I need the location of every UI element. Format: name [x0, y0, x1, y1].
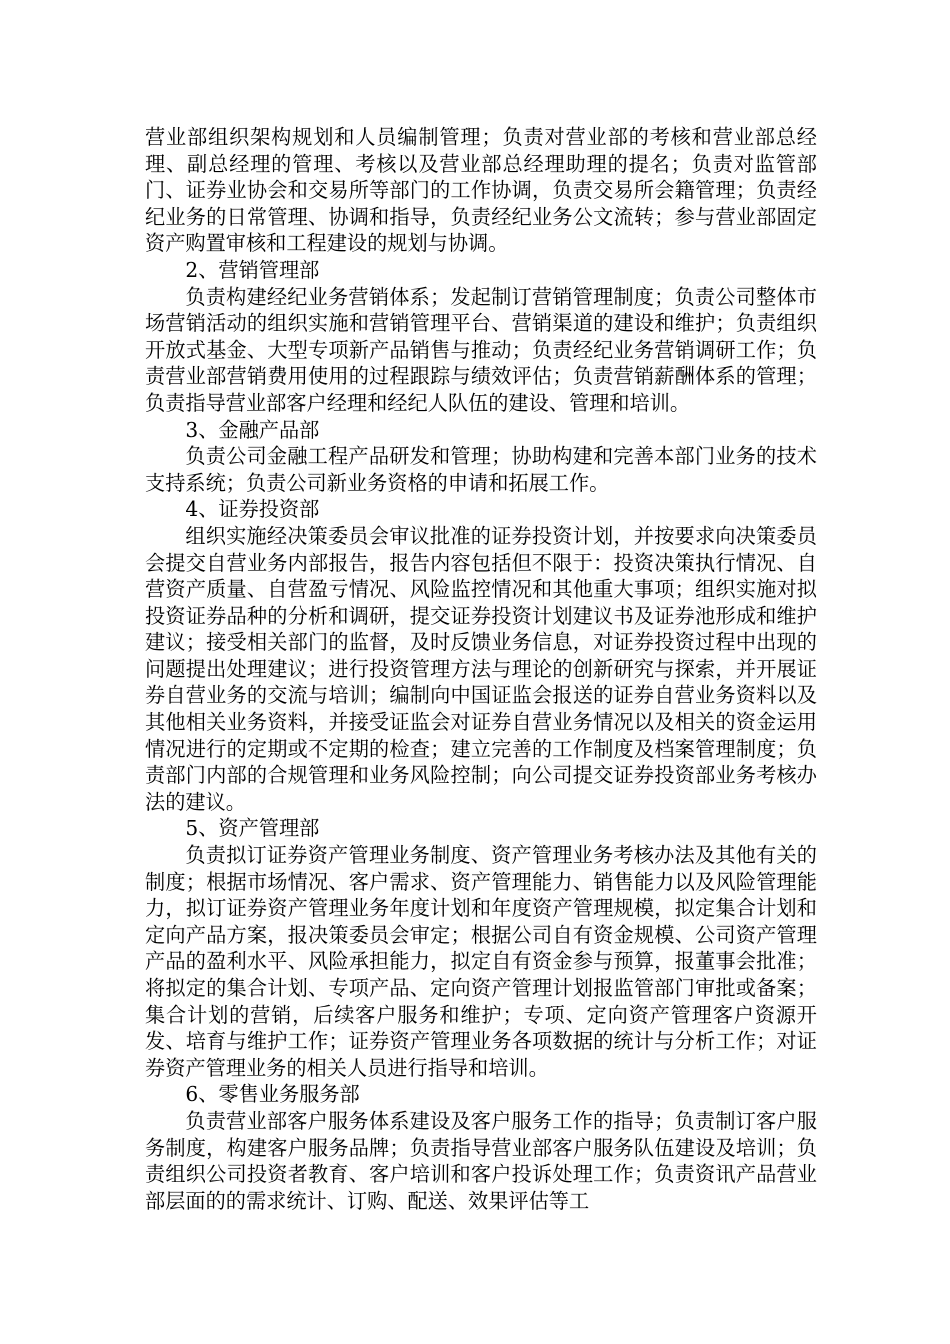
section-heading: 5、资产管理部 [185, 816, 320, 841]
section-body: 负责营业部客户服务体系建设及客户服务工作的指导；负责制订客户服务制度，构建客户服务品牌；负责指导营业部客户服务队伍建设及培训；负责组织公司投资者教育、客户培训和客户投诉处理工作；负责资讯产品营业部层面的的需求统计、订购、配送、效果评估等工 [145, 1108, 817, 1213]
section-body: 负责公司金融工程产品研发和管理；协助构建和完善本部门业务的技术支持系统；负责公司新业务资格的申请和拓展工作。 [145, 444, 817, 495]
section-marketing [145, 257, 817, 417]
section-retail-services [145, 1081, 817, 1214]
document-page [145, 124, 817, 1214]
section-heading: 6、零售业务服务部 [185, 1082, 360, 1107]
section-body: 负责构建经纪业务营销体系；发起制订营销管理制度；负责公司整体市场营销活动的组织实施和营销管理平台、营销渠道的建设和维护；负责组织开放式基金、大型专项新产品销售与推动；负责经纪业务营销调研工作；负责营业部营销费用使用的过程跟踪与绩效评估；负责营销薪酬体系的管理；负责指导营业部客户经理和经纪人队伍的建设、管理和培训。 [145, 284, 817, 415]
section-heading: 3、金融产品部 [185, 417, 320, 442]
section-body: 负责拟订证券资产管理业务制度、资产管理业务考核办法及其他有关的制度；根据市场情况、客户需求、资产管理能力、销售能力以及风险管理能力，拟订证券资产管理业务年度计划和年度资产管理规模，拟定集合计划和定向产品方案，报决策委员会审定；根据公司自有资金规模、公司资产管理产品的盈利水平、风险承担能力，拟定自有资金参与预算，报董事会批准；将拟定的集合计划、专项产品、定向资产管理计划报监管部门审批或备案；集合计划的营销，后续客户服务和维护；专项、定向资产管理客户资源开发、培育与维护工作；证券资产管理业务各项数据的统计与分析工作；对证券资产管理业务的相关人员进行指导和培训。 [145, 843, 817, 1080]
section-body: 组织实施经决策委员会审议批准的证券投资计划，并按要求向决策委员会提交自营业务内部报告，报告内容包括但不限于：投资决策执行情况、自营资产质量、自营盈亏情况、风险监控情况和其他重大事项；组织实施对拟投资证券品种的分析和调研，提交证券投资计划建议书及证券池形成和维护建议；接受相关部门的监督，及时反馈业务信息，对证券投资过程中出现的问题提出处理建议；进行投资管理方法与理论的创新研究与探索，并开展证券自营业务的交流与培训；编制向中国证监会报送的证券自营业务资料以及其他相关业务资料，并接受证监会对证券自营业务情况以及相关的资金运用情况进行的定期或不定期的检查；建立完善的工作制度及档案管理制度；负责部门内部的合规管理和业务风险控制；向公司提交证券投资部业务考核办法的建议。 [145, 523, 817, 814]
section-asset-management [145, 815, 817, 1081]
section-financial-products [145, 417, 817, 497]
section-securities-investment [145, 496, 817, 815]
intro-paragraph: 营业部组织架构规划和人员编制管理；负责对营业部的考核和营业部总经理、副总经理的管理、考核以及营业部总经理助理的提名；负责对监管部门、证券业协会和交易所等部门的工作协调，负责交易所会籍管理；负责经纪业务的日常管理、协调和指导，负责经纪业务公文流转；参与营业部固定资产购置审核和工程建设的规划与协调。 [145, 125, 817, 256]
section-heading: 2、营销管理部 [185, 257, 320, 282]
section-heading: 4、证券投资部 [185, 497, 320, 522]
